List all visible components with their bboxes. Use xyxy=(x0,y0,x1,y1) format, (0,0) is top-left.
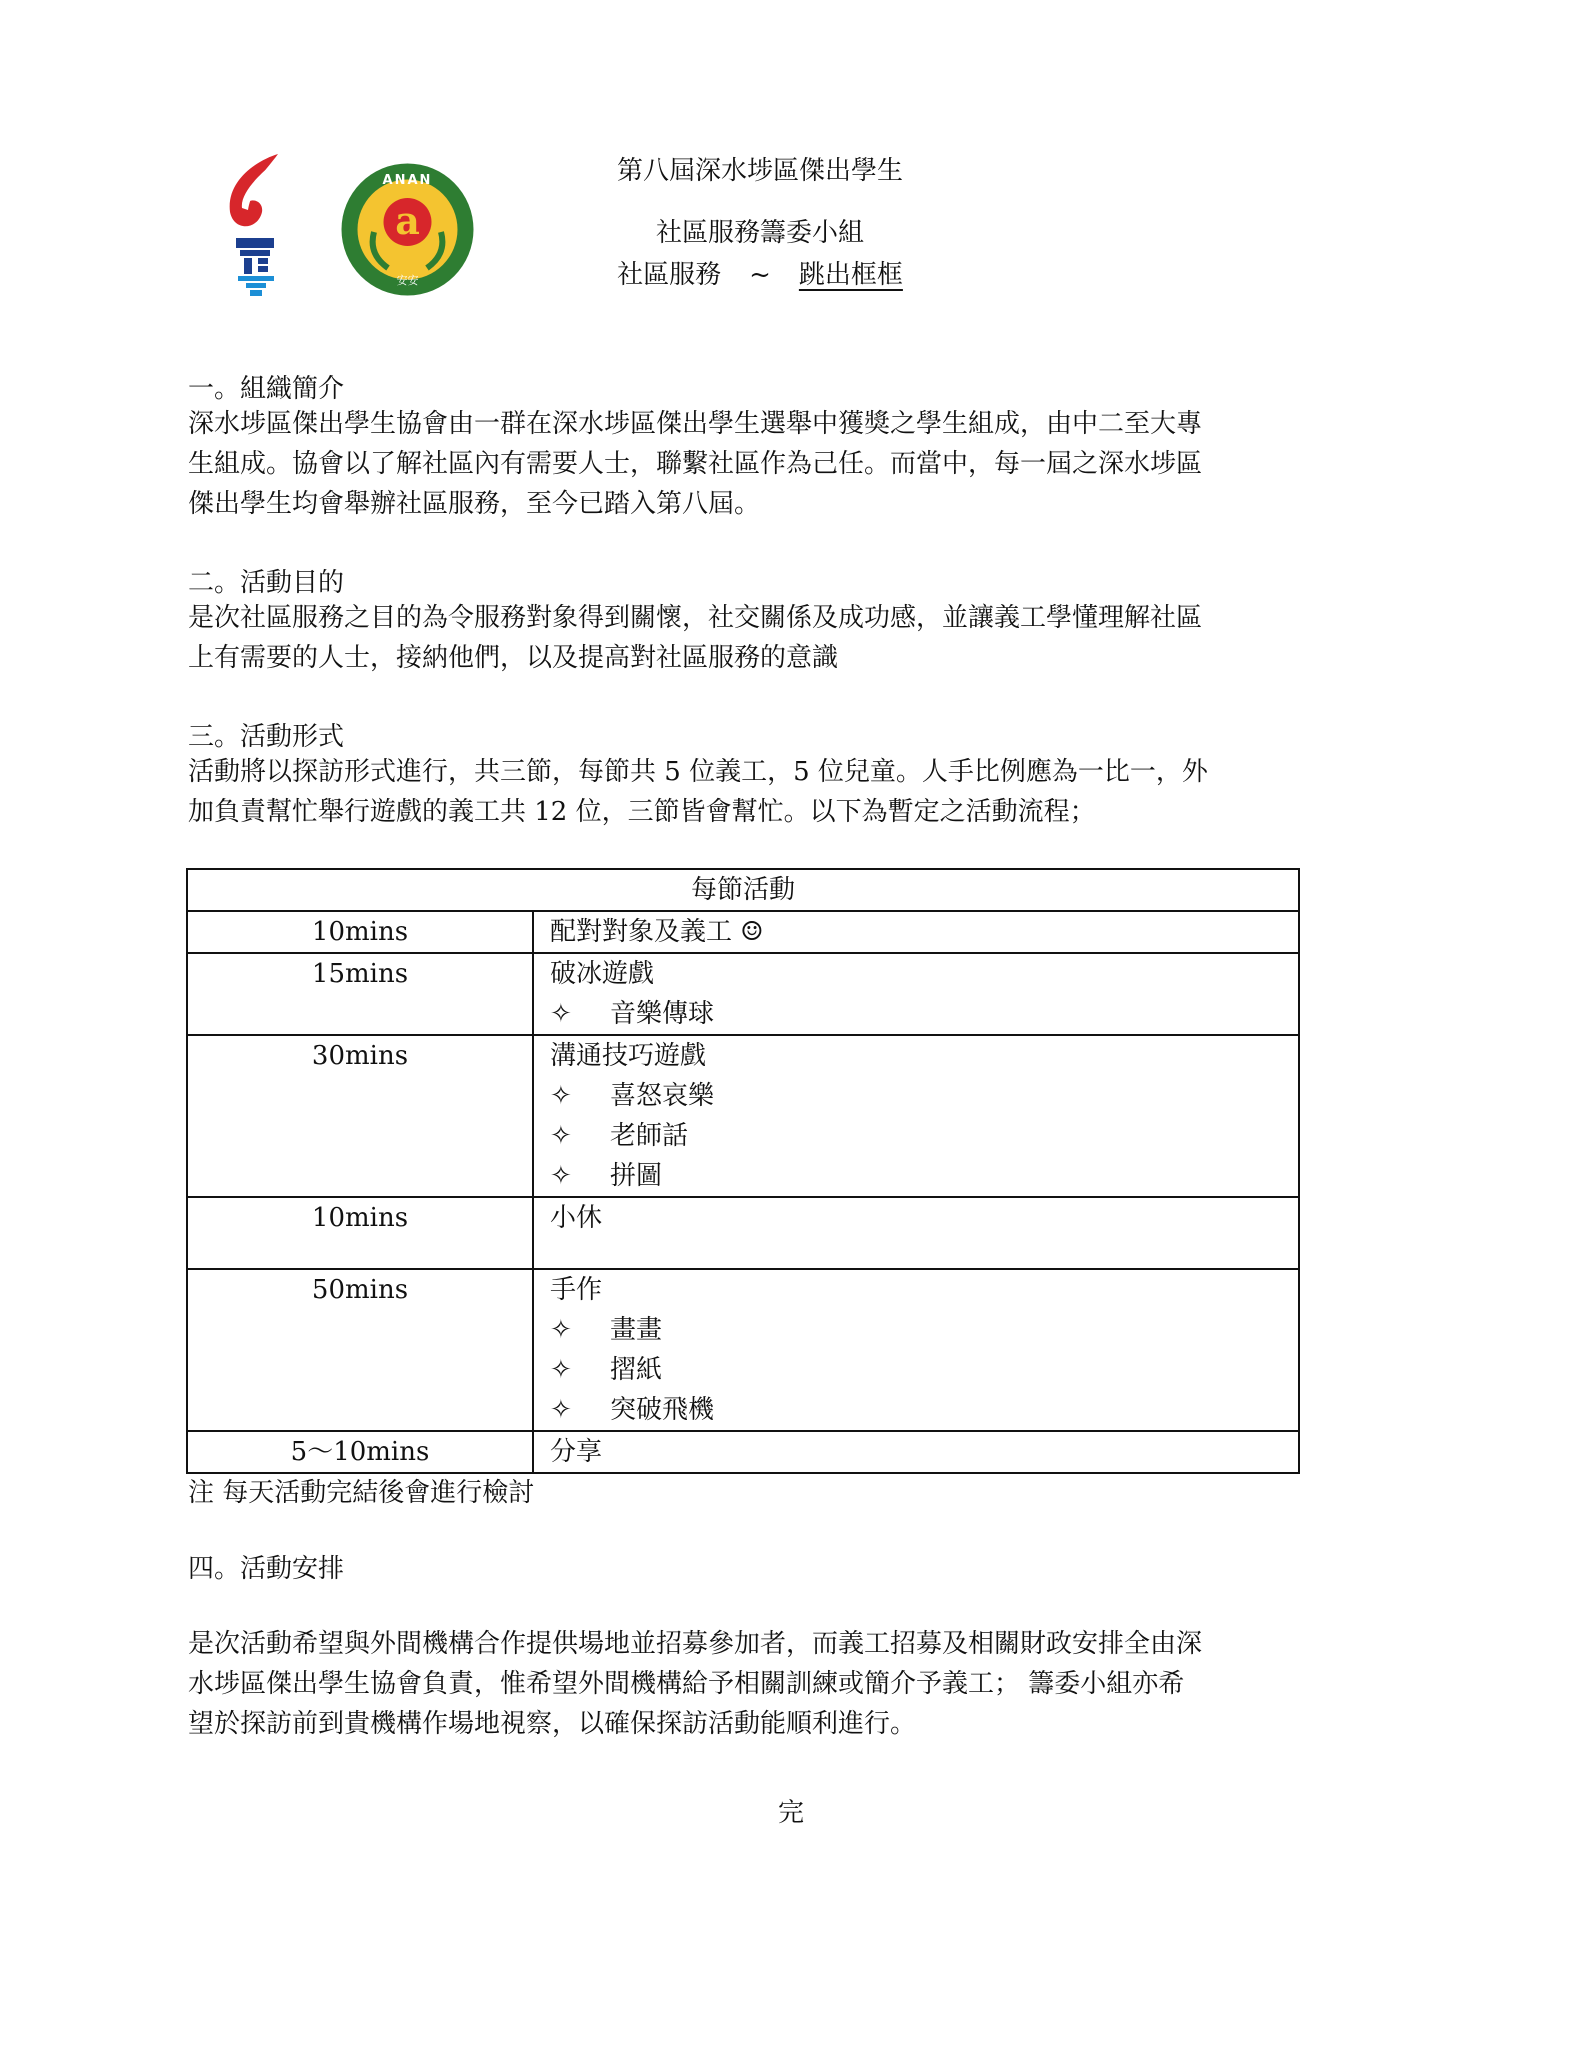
row-activity xyxy=(533,953,1299,1035)
activity-item xyxy=(550,1310,1298,1350)
row-activity xyxy=(533,1197,1299,1269)
star-bullet-icon: ✧ xyxy=(550,1121,572,1151)
activity-item-label: 拼圖 xyxy=(610,1161,663,1191)
activity-name: 小休 xyxy=(550,1203,603,1233)
activity-item xyxy=(550,1390,1298,1430)
section-3-line: 活動將以探訪形式進行，共三節，每節共 5 位義工，5 位兒童。人手比例應為一比一，外 xyxy=(188,757,1208,787)
schedule-table xyxy=(186,868,1300,1474)
section-3-body xyxy=(188,752,1398,832)
section-1-line: 傑出學生均會舉辦社區服務，至今已踏入第八屆。 xyxy=(188,489,761,519)
activity-name: 破冰遊戲 xyxy=(550,959,655,989)
activity-item xyxy=(550,1156,1298,1196)
section-1-line: 生組成。協會以了解社區內有需要人士，聯繫社區作為己任。而當中，每一屆之深水埗區 xyxy=(188,449,1203,479)
row-time: 10mins xyxy=(187,1197,533,1269)
activity-item-label: 畫畫 xyxy=(610,1315,663,1345)
section-1-line: 深水埗區傑出學生協會由一群在深水埗區傑出學生選舉中獲獎之學生組成，由中二至大專 xyxy=(188,409,1203,439)
star-bullet-icon: ✧ xyxy=(550,999,572,1029)
table-row xyxy=(187,953,1299,1035)
section-1-body xyxy=(188,404,1398,524)
row-time: 5～10mins xyxy=(187,1431,533,1473)
star-bullet-icon: ✧ xyxy=(550,1315,572,1345)
section-4-title: 四。活動安排 xyxy=(188,1554,345,1584)
star-bullet-icon: ✧ xyxy=(550,1161,572,1191)
activity-item-label: 喜怒哀樂 xyxy=(610,1081,715,1111)
section-2-line: 是次社區服務之目的為令服務對象得到關懷，社交關係及成功感，並讓義工學懂理解社區 xyxy=(188,603,1203,633)
header-subtitle xyxy=(540,254,980,291)
section-4-body xyxy=(188,1624,1398,1744)
activity-name: 手作 xyxy=(550,1275,603,1305)
table-row xyxy=(187,1269,1299,1431)
anan-logo xyxy=(340,162,475,297)
table-row xyxy=(187,1035,1299,1197)
row-time: 50mins xyxy=(187,1269,533,1431)
header-tilde: ~ xyxy=(749,260,771,290)
header-activity-title: 跳出框框 xyxy=(798,260,903,290)
activity-item-label: 突破飛機 xyxy=(610,1395,715,1425)
anan-logo-subtext: 安安 xyxy=(396,274,419,287)
end-mark: 完 xyxy=(777,1798,804,1828)
torch-logo xyxy=(218,150,300,300)
star-bullet-icon: ✧ xyxy=(550,1081,572,1111)
activity-item xyxy=(550,1116,1298,1156)
star-bullet-icon: ✧ xyxy=(550,1355,572,1385)
activity-item-label: 老師話 xyxy=(610,1121,689,1151)
row-time: 15mins xyxy=(187,953,533,1035)
section-2-body xyxy=(188,598,1398,678)
section-1-title: 一。組織簡介 xyxy=(188,374,345,404)
table-row xyxy=(187,1431,1299,1473)
table-row xyxy=(187,911,1299,953)
section-4-line: 是次活動希望與外間機構合作提供場地並招募參加者，而義工招募及相關財政安排全由深 xyxy=(188,1629,1203,1659)
anan-logo-text: ANAN xyxy=(382,173,433,188)
row-activity xyxy=(533,1269,1299,1431)
row-activity xyxy=(533,1431,1299,1473)
header-committee: 社區服務籌委小組 xyxy=(655,218,864,248)
section-2-line: 上有需要的人士，接納他們，以及提高對社區服務的意識 xyxy=(188,643,839,673)
schedule-table-header: 每節活動 xyxy=(187,869,1299,911)
row-activity xyxy=(533,911,1299,953)
activity-item-label: 摺紙 xyxy=(610,1355,663,1385)
header-prefix: 社區服務 xyxy=(617,260,722,290)
section-3-title: 三。活動形式 xyxy=(188,722,345,752)
activity-item xyxy=(550,1350,1298,1390)
section-4-line: 水埗區傑出學生協會負責，惟希望外間機構給予相關訓練或簡介予義工； 籌委小組亦希 xyxy=(188,1669,1185,1699)
table-row xyxy=(187,1197,1299,1269)
section-3-line: 加負責幫忙舉行遊戲的義工共 12 位，三節皆會幫忙。以下為暫定之活動流程； xyxy=(188,797,1096,827)
star-bullet-icon: ✧ xyxy=(550,1395,572,1425)
activity-item-label: 音樂傳球 xyxy=(610,999,715,1029)
row-activity xyxy=(533,1035,1299,1197)
row-time: 30mins xyxy=(187,1035,533,1197)
row-time: 10mins xyxy=(187,911,533,953)
anan-logo-letter: a xyxy=(395,198,420,243)
activity-name: 配對對象及義工 ☺ xyxy=(550,917,764,947)
section-4-line: 望於探訪前到貴機構作場地視察，以確保探訪活動能順利進行。 xyxy=(188,1709,917,1739)
section-2-title: 二。活動目的 xyxy=(188,568,345,598)
activity-item xyxy=(550,1076,1298,1116)
table-note: 注 每天活動完結後會進行檢討 xyxy=(188,1478,535,1508)
activity-name: 溝通技巧遊戲 xyxy=(550,1041,707,1071)
activity-name: 分享 xyxy=(550,1437,603,1467)
activity-item xyxy=(550,994,1298,1034)
header-title: 第八屆深水埗區傑出學生 xyxy=(616,156,903,186)
